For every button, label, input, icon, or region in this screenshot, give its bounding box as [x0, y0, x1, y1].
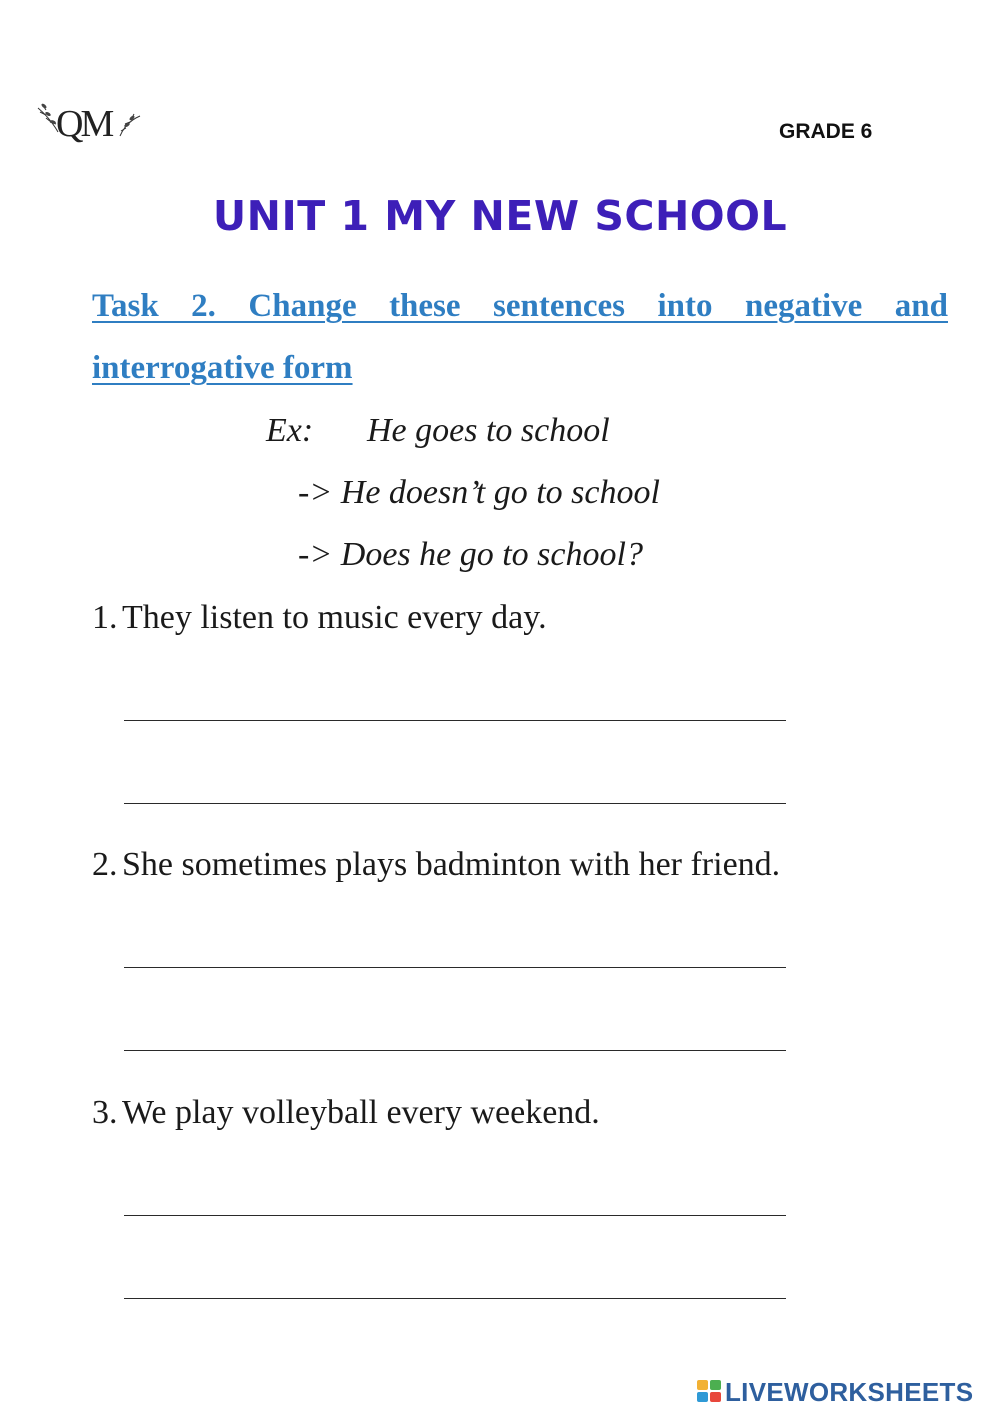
- question-item: [92, 1094, 600, 1132]
- question-text: We play volleyball every weekend.: [122, 1094, 600, 1131]
- qm-logo: [34, 92, 144, 156]
- answer-line[interactable]: [124, 720, 786, 721]
- question-text: They listen to music every day.: [122, 599, 547, 636]
- answer-line[interactable]: [124, 1215, 786, 1216]
- example-negative: -> He doesn’t go to school: [298, 474, 660, 511]
- answer-line[interactable]: [124, 1050, 786, 1051]
- answer-line[interactable]: [124, 1298, 786, 1299]
- example-question: -> Does he go to school?: [298, 536, 643, 573]
- page-title: UNIT 1 MY NEW SCHOOL: [212, 192, 788, 240]
- question-item: [92, 846, 780, 884]
- question-number: 1.: [92, 599, 118, 636]
- liveworksheets-watermark: [697, 1377, 973, 1407]
- liveworksheets-logo-icon: [697, 1380, 723, 1404]
- question-number: 2.: [92, 846, 118, 883]
- example-sentence: He goes to school: [367, 412, 610, 449]
- brand-text: LIVEWORKSHEETS: [725, 1376, 974, 1407]
- question-number: 3.: [92, 1094, 118, 1131]
- logo-text: QM: [56, 103, 112, 145]
- task-heading-line-2: interrogative form: [92, 350, 353, 386]
- grade-label: GRADE 6: [779, 120, 873, 143]
- task-heading-line-1: Task 2. Change these sentences into negative and: [92, 288, 948, 324]
- example-label: Ex:: [266, 412, 314, 449]
- answer-line[interactable]: [124, 967, 786, 968]
- answer-line[interactable]: [124, 803, 786, 804]
- question-item: [92, 599, 547, 637]
- question-text: She sometimes plays badminton with her friend.: [122, 846, 781, 883]
